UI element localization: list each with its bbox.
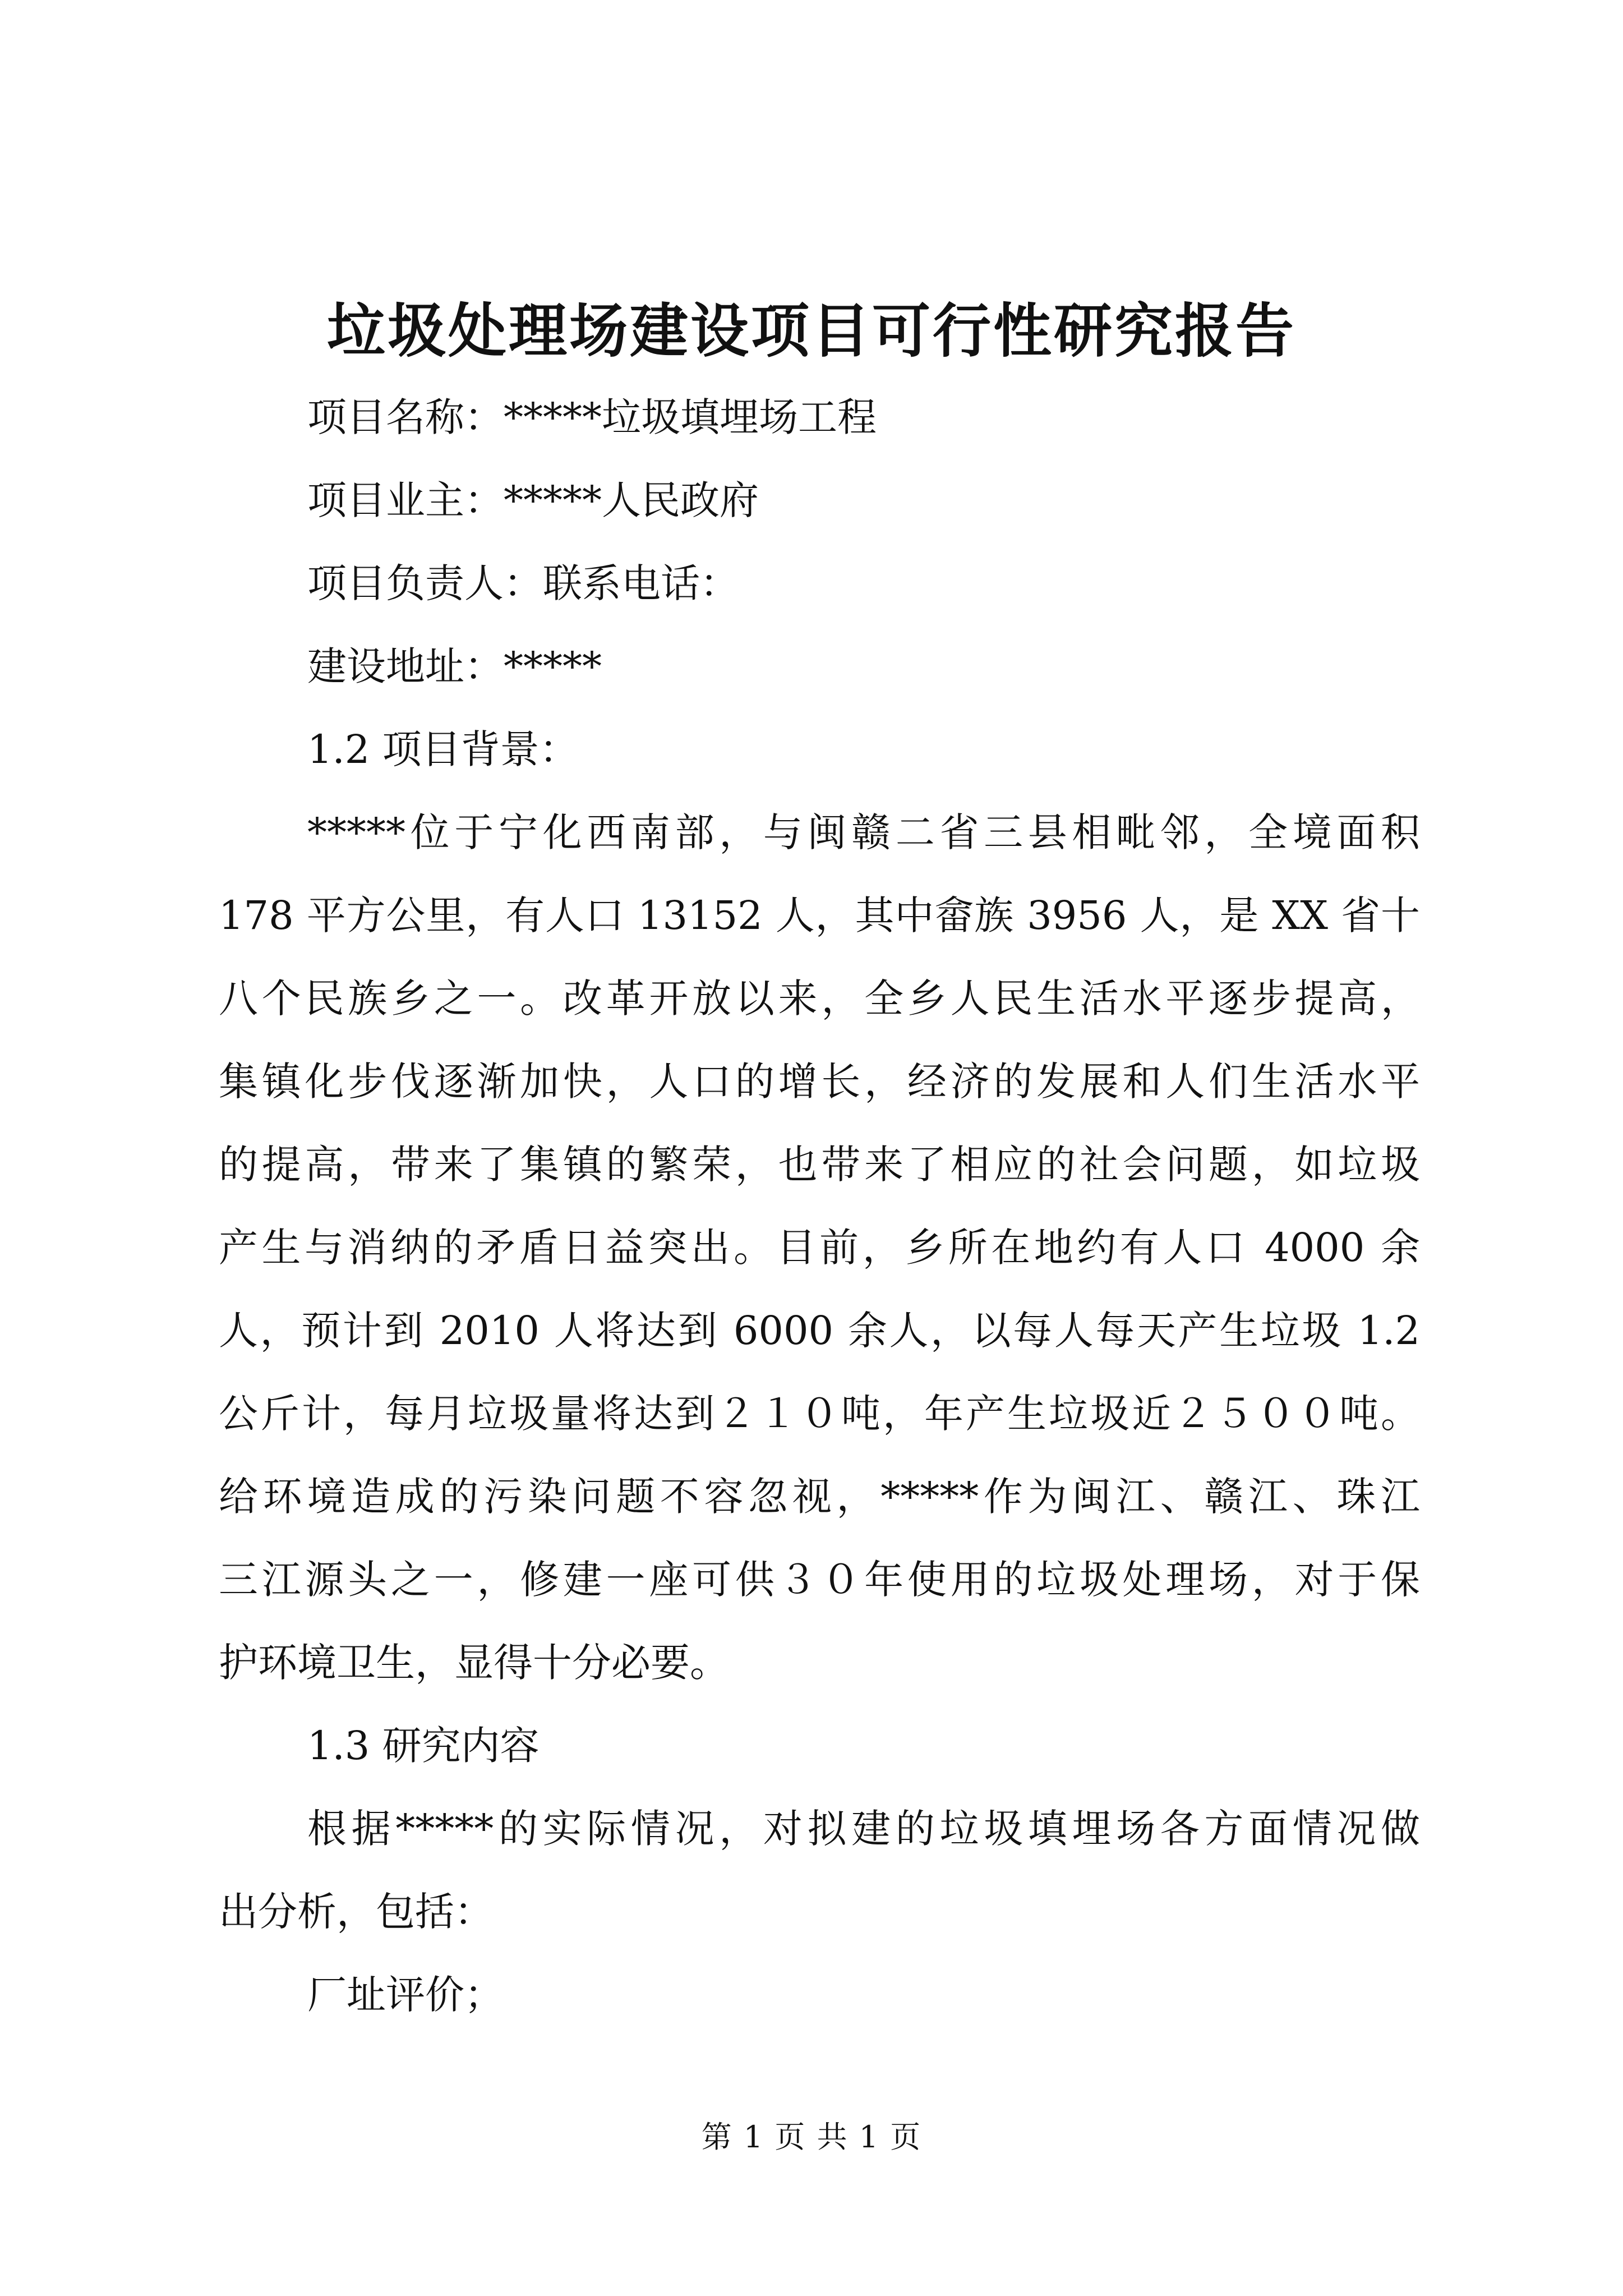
body-line: *****位于宁化西南部，与闽赣二省三县相毗邻，全境面积 [307, 809, 1420, 855]
body-line: 集镇化步伐逐渐加快，人口的增长，经济的发展和人们生活水平 [219, 1059, 1420, 1105]
body-line: 给环境造成的污染问题不容忽视，*****作为闽江、赣江、珠江 [219, 1474, 1420, 1520]
page-footer: 第 1 页 共 1 页 [701, 2119, 922, 2155]
body-line: 178 平方公里，有人口 13152 人，其中畲族 3956 人，是 XX 省十 [219, 892, 1420, 938]
body-line: 项目名称：*****垃圾填埋场工程 [307, 394, 877, 440]
body-line: 的提高，带来了集镇的繁荣，也带来了相应的社会问题，如垃圾 [219, 1142, 1420, 1188]
body-line: 根据*****的实际情况，对拟建的垃圾填埋场各方面情况做 [307, 1806, 1420, 1852]
document-body [219, 376, 1420, 2036]
body-line: 产生与消纳的矛盾日益突出。目前，乡所在地约有人口 4000 余 [219, 1225, 1420, 1271]
body-line: 项目业主：*****人民政府 [307, 477, 759, 523]
body-line: 护环境卫生，显得十分必要。 [219, 1640, 729, 1686]
body-line: 八个民族乡之一。改革开放以来，全乡人民生活水平逐步提高， [219, 976, 1420, 1022]
body-line: 三江源头之一，修建一座可供３０年使用的垃圾处理场，对于保 [219, 1557, 1420, 1603]
document-title: 垃圾处理场建设项目可行性研究报告 [326, 296, 1296, 365]
body-line: 1.3 研究内容 [307, 1723, 540, 1769]
body-line: 人，预计到 2010 人将达到 6000 余人，以每人每天产生垃圾 1.2 [219, 1308, 1420, 1354]
body-line: 建设地址：***** [307, 643, 602, 689]
body-line: 厂址评价； [307, 1972, 504, 2018]
body-line: 项目负责人：联系电话： [307, 560, 739, 606]
body-line: 出分析，包括： [219, 1889, 494, 1935]
body-line: 1.2 项目背景： [307, 726, 579, 772]
body-line: 公斤计，每月垃圾量将达到２１０吨，年产生垃圾近２５００吨。 [219, 1391, 1420, 1437]
